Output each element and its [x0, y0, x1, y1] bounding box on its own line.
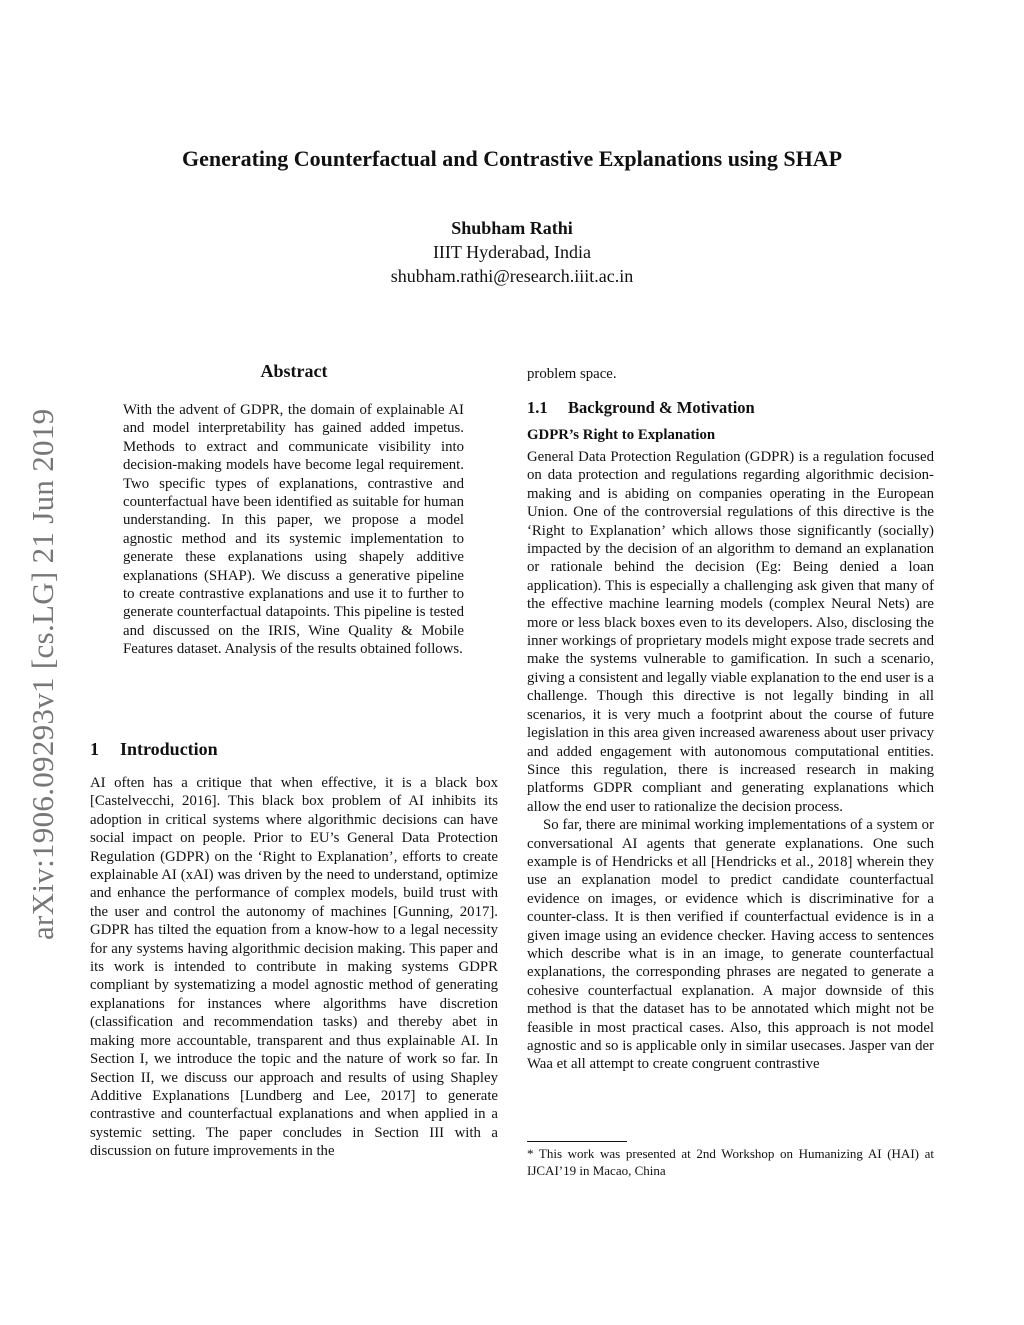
background-paragraph-2: So far, there are minimal working implementations of a system or conversational AI agents that generate explanations. One such example is of Hendricks et all [Hendricks et al., 2018] wherein they use an explanation model to predict candidate counterfactual evidence on images, or evidence which is discriminative for a counter-class. It is then verified if counterfactual evidence is in a given image using an evidence checker. Having access to sentences which describe what is in an image, to generate counterfactual explanations, the corresponding phrases are negated to generate a cohesive counterfactual explanation. A major downside of this method is that the dataset has to be annotated which might not be feasible in most practical cases. Also, this approach is not model agnostic and so is applicable only in similar usecases. Jasper van der Waa et all attempt to create congruent contrastive — [527, 817, 934, 1073]
subsection-heading-background — [527, 398, 755, 418]
introduction-text: AI often has a critique that when effective, it is a black box [Castelvecchi, 2016]. This black box problem of AI inhibits its adoption in critical systems where algorithmic decisions can have social impact on people. Prior to EU’s General Data Protection Regulation (GDPR) on the ‘Right to Explanation’, efforts to create explainable AI (xAI) was driven by the need to understand, optimize and enhance the performance of complex models, build trust with the user and control the autonomy of machines [Gunning, 2017]. GDPR has tilted the equation from a know-how to a legal necessity for any systems having algorithmic decision making. This paper and its work is intended to contribute in making systems GDPR compliant by systematizing a model agnostic method of generating explanations for instances where algorithms have discretion (classification and recommendation tasks) and thereby abet in making more accountable, transparent and thus explainable AI. In Section I, we introduce the topic and the nature of work so far. In Section II, we discuss our approach and results of using Shapley Additive Explanations [Lundberg and Lee, 2017] to generate contrastive and counterfactual explanations and when applied in a systemic setting. The paper concludes in Section III with a discussion on future improvements in the — [90, 775, 498, 1160]
abstract-body — [123, 401, 464, 659]
author-block — [0, 216, 1024, 288]
paragraph-heading: GDPR’s Right to Explanation — [527, 427, 716, 443]
background-body — [527, 448, 934, 1074]
abstract-text: With the advent of GDPR, the domain of explainable AI and model interpretability has gained added impetus. Methods to extract and communicate visibility into decision-making models have become legal requirement. Two specific types of explanations, contrastive and counterfactual have been identified as suitable for human understanding. In this paper, we propose a model agnostic method and its systemic implementation to generate these explanations using shapely additive explanations (SHAP). We discuss a generative pipeline to create contrastive explanations and use it to further to generate counterfactual datapoints. This pipeline is tested and discussed on the IRIS, Wine Quality & Mobile Features dataset. Analysis of the results obtained follows. — [123, 402, 464, 658]
subsection-title: Background & Motivation — [568, 398, 755, 417]
introduction-continued — [527, 365, 934, 383]
author-name: Shubham Rathi — [451, 218, 573, 238]
introduction-body — [90, 774, 498, 1161]
background-paragraph-1: General Data Protection Regulation (GDPR) is a regulation focused on data protection and regulations regarding algorithmic decision-making and is abiding on companies operating in the European Union. One of the controversial regulations of this directive is the ‘Right to Explanation’ which allows those significantly (socially) impacted by the decision of an algorithm to demand an explanation or rationale behind the decision (Eg: Being denied a loan application). This is especially a challenging ask given that many of the effective machine learning models (complex Neural Nets) are more or less black boxes even to its developers. Also, disclosing the inner workings of proprietary models might expose trade secrets and make the systems vulnerable to gamification. In such a scenario, giving a consistent and legally viable explanation to the end user is a challenge. Though this directive is not legally binding in all scenarios, it is very much a footprint about the course of future legislation in this area given increased awareness about user privacy and added engagement with autonomous computational entities. Since this regulation, there is increased research in making platforms GDPR compliant and generating explanations which allow the end user to rationalize the decision process. — [527, 449, 934, 815]
section-number: 1 — [90, 739, 99, 759]
footnote-rule — [527, 1141, 627, 1142]
paper-title: Generating Counterfactual and Contrastive Explanations using SHAP — [181, 146, 843, 171]
section-title: Introduction — [120, 739, 218, 759]
section-heading-introduction — [90, 739, 218, 760]
abstract-heading: Abstract — [260, 361, 328, 381]
introduction-continued-text: problem space. — [527, 366, 617, 382]
author-email[interactable]: shubham.rathi@research.iiit.ac.in — [390, 266, 634, 286]
author-affiliation: IIIT Hyderabad, India — [432, 242, 592, 262]
subsection-number: 1.1 — [527, 398, 548, 417]
footnote: * This work was presented at 2nd Workshop on Humanizing AI (HAI) at IJCAI’19 in Macao, China — [527, 1146, 934, 1178]
arxiv-stamp: arXiv:1906.09293v1 [cs.LG] 21 Jun 2019 — [25, 408, 60, 940]
